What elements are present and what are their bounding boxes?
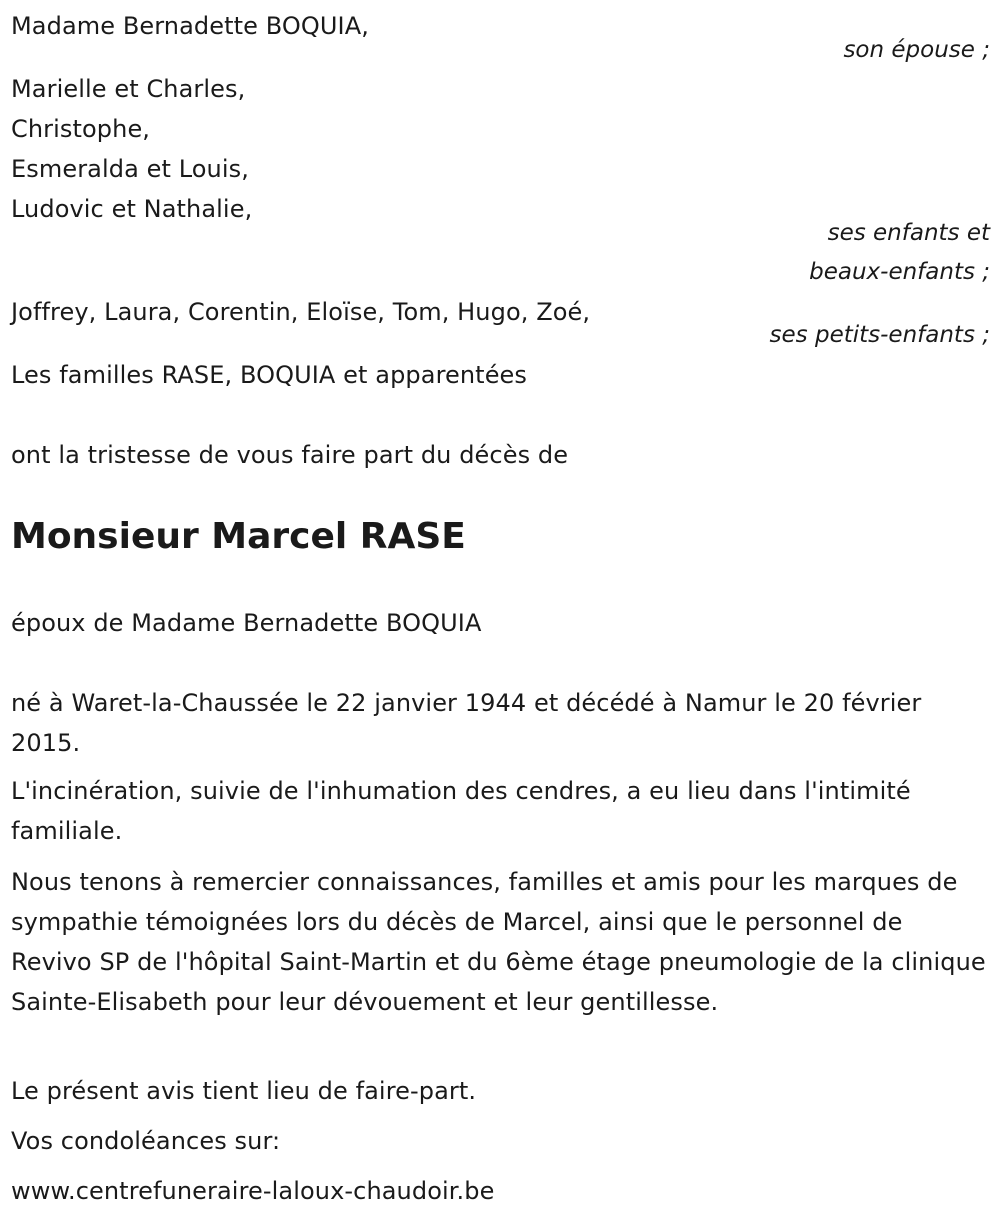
child-line: Ludovic et Nathalie,	[11, 195, 253, 223]
child-line: Christophe,	[11, 115, 151, 143]
spouse-role: son épouse ;	[843, 37, 990, 63]
condolences-label: Vos condoléances sur:	[11, 1127, 281, 1155]
child-line: Marielle et Charles,	[11, 75, 246, 103]
thanks-paragraph: Nous tenons à remercier connaissances, familles et amis pour les marques de sympathie témoignées lors du décès de Marcel, ainsi que le personnel de Revivo SP de l'hôpital Saint-Martin et du 6ème étage pneumologie de la clinique Sainte-Elisabeth pour leur dévouement et leur gentillesse.	[11, 868, 986, 1016]
grandchildren-names: Joffrey, Laura, Corentin, Eloïse, Tom, Hugo, Zoé,	[11, 298, 591, 326]
children-role-line1: ses enfants et	[827, 220, 990, 246]
families-line: Les familles RASE, BOQUIA et apparentées	[11, 361, 528, 389]
spouse-name: Madame Bernadette BOQUIA,	[11, 12, 369, 40]
spouse-of-line: époux de Madame Bernadette BOQUIA	[11, 609, 482, 637]
cremation-paragraph: L'incinération, suivie de l'inhumation des cendres, a eu lieu dans l'intimité familiale.	[11, 777, 911, 845]
children-role-line2: beaux-enfants ;	[809, 259, 990, 285]
condolences-url-link[interactable]: www.centrefuneraire-laloux-chaudoir.be	[11, 1177, 495, 1205]
child-line: Esmeralda et Louis,	[11, 155, 249, 183]
birth-death-paragraph: né à Waret-la-Chaussée le 22 janvier 1944 et décédé à Namur le 20 février 2015.	[11, 689, 922, 757]
grandchildren-role: ses petits-enfants ;	[769, 322, 990, 348]
deceased-name: Monsieur Marcel RASE	[11, 516, 466, 557]
announcement-line: ont la tristesse de vous faire part du décès de	[11, 441, 569, 469]
notice-line: Le présent avis tient lieu de faire-part.	[11, 1077, 477, 1105]
